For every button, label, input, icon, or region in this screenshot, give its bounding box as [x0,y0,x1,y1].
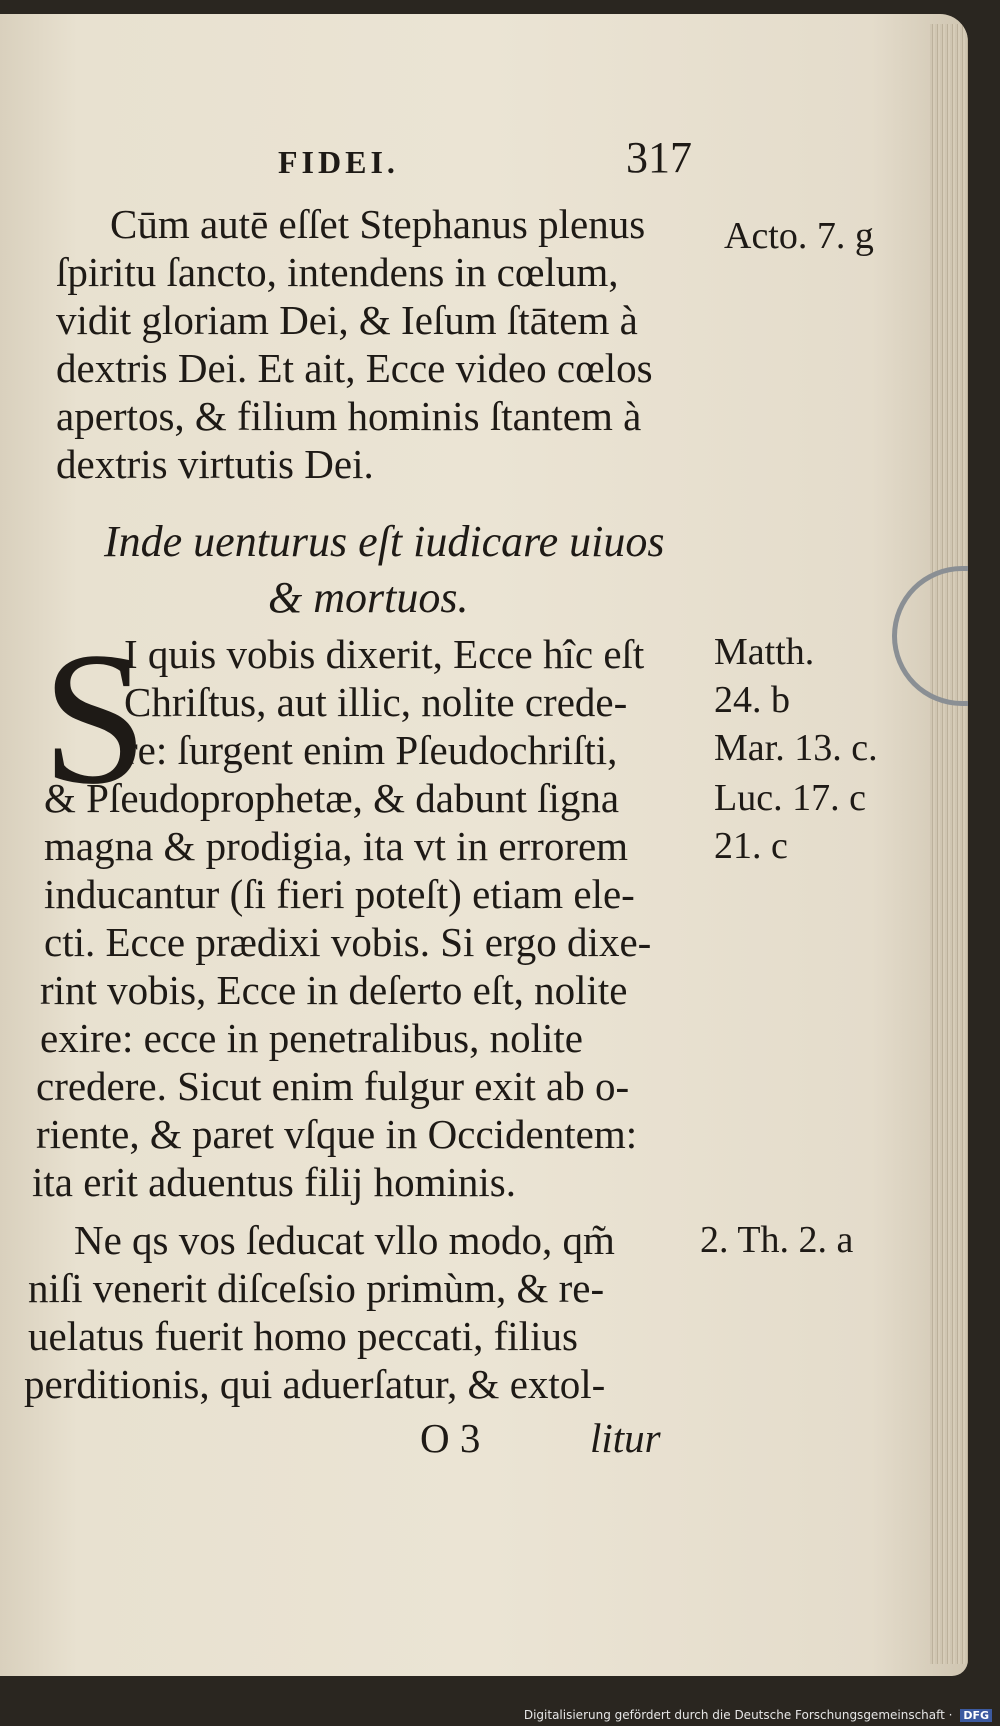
section-heading: Inde uenturus eſt iudicare uiuos [104,517,665,566]
body-line: Ne qs vos ſeducat vllo modo, qm̃ [74,1217,615,1263]
body-line: riente, & paret vſque in Occidentem: [36,1111,638,1157]
body-line: ita erit aduentus filij hominis. [32,1159,516,1205]
margin-note: 21. c [714,825,788,867]
margin-note: 24. b [714,679,790,721]
credit-text: Digitalisierung gefördert durch die Deutsche Forschungsgemeinschaft · [523,1708,953,1722]
body-line: credere. Sicut enim fulgur exit ab o- [36,1063,630,1109]
page-edge [930,24,968,1664]
body-line: inducantur (ſi fieri poteſt) etiam ele- [44,871,635,917]
body-line: rint vobis, Ecce in deſerto eſt, nolite [40,967,628,1013]
body-line: dextris virtutis Dei. [56,441,374,487]
margin-note: Acto. 7. g [724,215,874,257]
body-line: niſi venerit diſceſsio primùm, & re- [28,1265,605,1311]
book-page [0,14,968,1676]
page-clip [892,566,968,706]
body-line: Cūm autē eſſet Stephanus plenus [110,201,646,247]
body-line: cti. Ecce prædixi vobis. Si ergo dixe- [44,919,652,965]
footer-credit [524,1708,992,1722]
body-line: I quis vobis dixerit, Ecce hîc eſt [124,631,645,677]
body-line: Chriſtus, aut illic, nolite crede- [124,679,628,725]
body-line: ſpiritu ſancto, intendens in cœlum, [56,249,619,295]
body-line: dextris Dei. Et ait, Ecce video cœlos [56,345,653,391]
margin-note: Matth. [714,631,815,673]
body-line: re: ſurgent enim Pſeudochriſti, [124,727,618,773]
body-line: perditionis, qui aduerſatur, & extol- [24,1361,606,1407]
body-line: uelatus fuerit homo peccati, filius [28,1313,578,1359]
footer-bar [0,1694,1000,1726]
margin-note: 2. Th. 2. a [700,1219,854,1261]
body-line: magna & prodigia, ita vt in errorem [44,823,629,869]
signature-mark: O 3 [420,1415,481,1461]
body-line: apertos, & filium hominis ſtantem à [56,393,642,439]
catchword: litur [590,1415,661,1461]
body-line: vidit gloriam Dei, & Ieſum ſtātem à [56,297,638,343]
section-heading: & mortuos. [268,573,469,622]
drop-cap: S [42,614,148,824]
margin-note: Mar. 13. c. [714,727,878,769]
page-number: 317 [626,133,692,182]
running-title: FIDEI. [278,144,399,180]
body-line: exire: ecce in penetralibus, nolite [40,1015,584,1061]
dfg-logo: DFG [960,1709,992,1722]
margin-note: Luc. 17. c [714,777,866,819]
body-line: & Pſeudoprophetæ, & dabunt ſigna [44,775,620,821]
